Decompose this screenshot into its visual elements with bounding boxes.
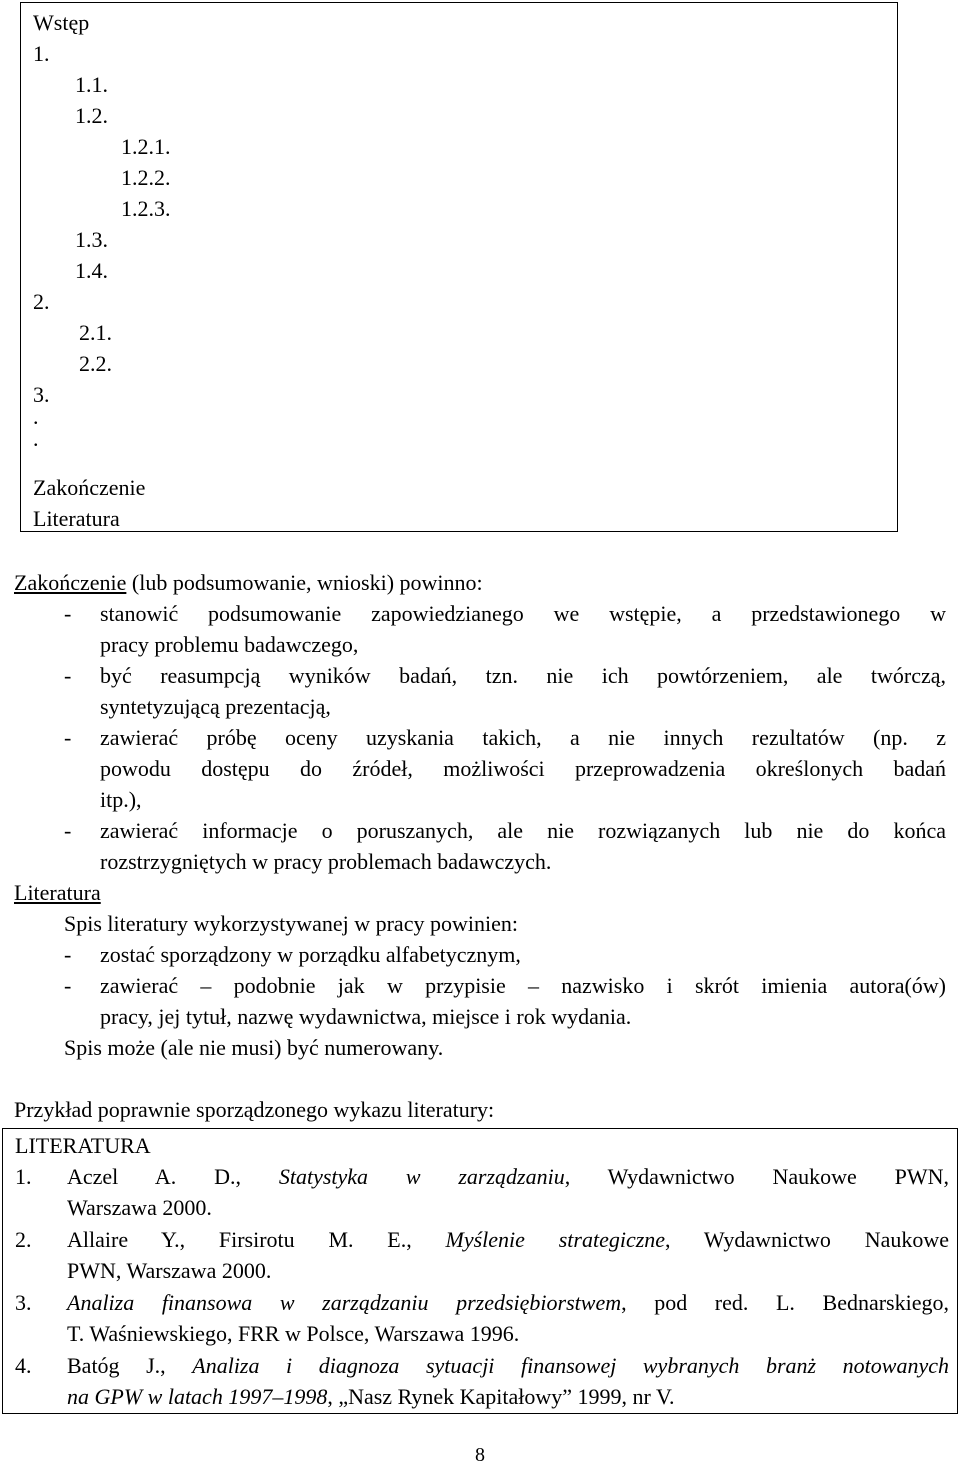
toc-item: . <box>33 426 39 451</box>
bib-entry-title: Myślenie strategiczne <box>445 1227 666 1252</box>
bib-entry-number: 2. <box>15 1227 32 1252</box>
toc-item: 1. <box>33 41 50 66</box>
bib-entry-2: Allaire Y., Firsirotu M. E., Myślenie strategiczne, Wydawnictwo Naukowe <box>67 1227 949 1252</box>
toc-item: . <box>33 404 39 429</box>
literature-note: Spis może (ale nie musi) być numerowany. <box>64 1035 444 1060</box>
bib-entry-title: Statystyka w zarządzaniu <box>278 1164 565 1189</box>
toc-item: Literatura <box>33 506 120 531</box>
example-caption: Przykład poprawnie sporządzonego wykazu literatury: <box>14 1097 495 1122</box>
bullet-dash: - <box>64 601 72 626</box>
bib-entry-number: 3. <box>15 1290 32 1315</box>
bib-entry-title: Analiza i diagnoza sytuacji finansowej wybranych branż notowanych <box>192 1353 949 1378</box>
conclusion-intro: (lub podsumowanie, wnioski) powinno: <box>126 570 483 595</box>
bib-entry-title: Analiza finansowa w zarządzaniu przedsiębiorstwem <box>67 1290 622 1315</box>
conclusion-point-2-cont: syntetyzującą prezentacją, <box>100 694 331 719</box>
bib-entry-3: Analiza finansowa w zarządzaniu przedsiębiorstwem, pod red. L. Bednarskiego, <box>67 1290 949 1315</box>
bib-entry-1: Aczel A. D., Statystyka w zarządzaniu, Wydawnictwo Naukowe PWN, <box>67 1164 949 1189</box>
toc-item: 1.4. <box>75 258 108 283</box>
toc-item: 1.3. <box>75 227 108 252</box>
conclusion-point-3-cont: powodu dostępu do źródeł, możliwości przeprowadzenia określonych badań <box>100 756 946 781</box>
bib-entry-3-cont: T. Waśniewskiego, FRR w Polsce, Warszawa 1996. <box>67 1321 520 1346</box>
conclusion-point-1: stanowić podsumowanie zapowiedzianego we wstępie, a przedstawionego w <box>100 601 946 626</box>
bibliography-example-box <box>2 1128 958 1414</box>
toc-item: Zakończenie <box>33 475 146 500</box>
conclusion-point-3: zawierać próbę oceny uzyskania takich, a nie innych rezultatów (np. z <box>100 725 946 750</box>
toc-item: 1.1. <box>75 72 108 97</box>
bullet-dash: - <box>64 725 72 750</box>
toc-item: 3. <box>33 382 50 407</box>
literature-intro: Spis literatury wykorzystywanej w pracy powinien: <box>64 911 518 936</box>
bullet-dash: - <box>64 663 72 688</box>
toc-item: Wstęp <box>33 10 90 35</box>
bib-entry-1-cont: Warszawa 2000. <box>67 1195 212 1220</box>
toc-item: 1.2.1. <box>121 134 171 159</box>
literature-point-2-cont: pracy, jej tytuł, nazwę wydawnictwa, miejsce i rok wydania. <box>100 1004 632 1029</box>
toc-item: 1.2.2. <box>121 165 171 190</box>
bib-entry-4-cont: na GPW w latach 1997–1998, „Nasz Rynek Kapitałowy” 1999, nr V. <box>67 1384 675 1409</box>
conclusion-point-1-cont: pracy problemu badawczego, <box>100 632 359 657</box>
bib-entry-title-cont: na GPW w latach 1997–1998 <box>67 1384 328 1409</box>
toc-item: 2.2. <box>79 351 112 376</box>
conclusion-point-4: zawierać informacje o poruszanych, ale nie rozwiązanych lub nie do końca <box>100 818 946 843</box>
literature-point-1: zostać sporządzony w porządku alfabetycznym, <box>100 942 521 967</box>
conclusion-point-2: być reasumpcją wyników badań, tzn. nie ich powtórzeniem, ale twórczą, <box>100 663 946 688</box>
bib-entry-number: 4. <box>15 1353 32 1378</box>
bib-entry-2-cont: PWN, Warszawa 2000. <box>67 1258 272 1283</box>
conclusion-heading-line <box>14 567 483 598</box>
bib-entry-number: 1. <box>15 1164 32 1189</box>
toc-item: 2. <box>33 289 50 314</box>
literature-point-2: zawierać – podobnie jak w przypisie – nazwisko i skrót imienia autora(ów) <box>100 973 946 998</box>
toc-item: 2.1. <box>79 320 112 345</box>
conclusion-point-4-cont: rozstrzygniętych w pracy problemach badawczych. <box>100 849 552 874</box>
literature-heading: Literatura <box>14 880 101 905</box>
bullet-dash: - <box>64 818 72 843</box>
toc-item: 1.2. <box>75 103 108 128</box>
conclusion-heading: Zakończenie <box>14 570 127 595</box>
table-of-contents-box <box>20 2 898 532</box>
toc-item: 1.2.3. <box>121 196 171 221</box>
bib-entry-4: Batóg J., Analiza i diagnoza sytuacji finansowej wybranych branż notowanych <box>67 1353 949 1378</box>
page-number: 8 <box>475 1444 485 1466</box>
bullet-dash: - <box>64 973 72 998</box>
bibliography-header: LITERATURA <box>15 1133 151 1158</box>
conclusion-point-3-cont2: itp.), <box>100 787 142 812</box>
bullet-dash: - <box>64 942 72 967</box>
